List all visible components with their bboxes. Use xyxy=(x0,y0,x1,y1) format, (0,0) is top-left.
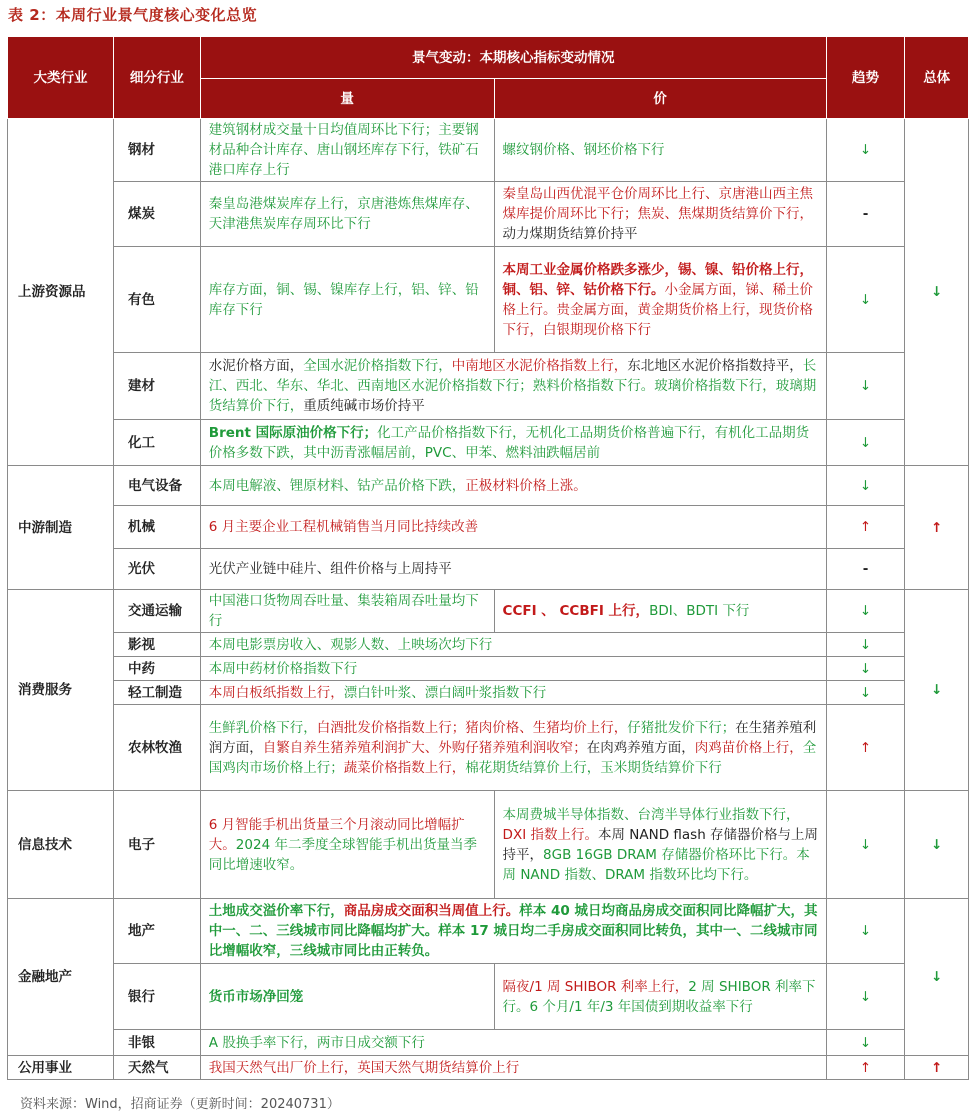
pv-detail: 光伏产业链中硅片、组件价格与上周持平 xyxy=(200,549,826,590)
table-row xyxy=(8,466,969,506)
film-trend-icon: ↓ xyxy=(826,633,905,657)
table-row xyxy=(8,681,969,705)
header-overall: 总体 xyxy=(905,37,969,119)
building-trend-icon: ↓ xyxy=(826,353,905,420)
category-midstream: 中游制造 xyxy=(8,466,114,590)
chemical-trend-icon: ↓ xyxy=(826,420,905,466)
table-row xyxy=(8,964,969,1030)
film-detail: 本周电影票房收入、观影人数、上映场次均下行 xyxy=(200,633,826,657)
bank-trend-icon: ↓ xyxy=(826,964,905,1030)
real-estate-trend-icon: ↓ xyxy=(826,899,905,964)
sub-tcm: 中药 xyxy=(113,657,200,681)
header-price: 价 xyxy=(494,79,826,119)
midstream-overall-icon: ↑ xyxy=(905,466,969,590)
header-volume: 量 xyxy=(200,79,494,119)
metal-price: 本周工业金属价格跌多涨少，锡、镍、铅价格上行，铜、铝、锌、钴价格下行。小金属方面，锑、稀土价格上行。贵金属方面，黄金期货价格上行，现货价格下行，白银期现价格下行 xyxy=(494,247,826,353)
steel-trend-icon: ↓ xyxy=(826,119,905,182)
steel-price: 螺纹钢价格、钢坯价格下行 xyxy=(494,119,826,182)
consumer-overall-icon: ↓ xyxy=(905,590,969,791)
table-row xyxy=(8,353,969,420)
electric-detail: 本周电解液、锂原材料、钴产品价格下跌，正极材料价格上涨。 xyxy=(200,466,826,506)
utilities-overall-icon: ↑ xyxy=(905,1056,969,1080)
category-finance: 金融地产 xyxy=(8,899,114,1056)
table-row xyxy=(8,506,969,549)
sub-transport: 交通运输 xyxy=(113,590,200,633)
electronics-price: 本周费城半导体指数、台湾半导体行业指数下行，DXI 指数上行。本周 NAND flash 存储器价格与上周持平，8GB 16GB DRAM 存储器价格环比下行。本周 NAND 指数、DRAM 指数环比均下行。 xyxy=(494,791,826,899)
sub-machinery: 机械 xyxy=(113,506,200,549)
agriculture-trend-icon: ↑ xyxy=(826,705,905,791)
nonbank-detail: A 股换手率下行，两市日成交额下行 xyxy=(200,1030,826,1056)
electronics-trend-icon: ↓ xyxy=(826,791,905,899)
industry-table xyxy=(7,36,969,1080)
category-it: 信息技术 xyxy=(8,791,114,899)
sub-natural-gas: 天然气 xyxy=(113,1056,200,1080)
sub-steel: 钢材 xyxy=(113,119,200,182)
table-row xyxy=(8,182,969,247)
chemical-detail: Brent 国际原油价格下行；化工产品价格指数下行，无机化工品期货价格普遍下行，有机化工品期货价格多数下跌，其中沥青涨幅居前，PVC、甲苯、燃料油跌幅居前 xyxy=(200,420,826,466)
header-category: 大类行业 xyxy=(8,37,114,119)
natural-gas-detail: 我国天然气出厂价上行，英国天然气期货结算价上行 xyxy=(200,1056,826,1080)
category-upstream: 上游资源品 xyxy=(8,119,114,466)
machinery-detail: 6 月主要企业工程机械销售当月同比持续改善 xyxy=(200,506,826,549)
sub-bank: 银行 xyxy=(113,964,200,1030)
sub-agriculture: 农林牧渔 xyxy=(113,705,200,791)
table-row xyxy=(8,657,969,681)
table-row xyxy=(8,590,969,633)
real-estate-detail: 土地成交溢价率下行，商品房成交面积当周值上行。样本 40 城日均商品房成交面积同比降幅扩大，其中一、二、三线城市同比降幅均扩大。样本 17 城日均二手房成交面积同比转负，其中一、二线城市同比增幅收窄，三线城市同比由正转负。 xyxy=(200,899,826,964)
metal-volume: 库存方面，铜、锡、镍库存上行，铝、锌、铅库存下行 xyxy=(200,247,494,353)
electric-trend-icon: ↓ xyxy=(826,466,905,506)
sub-nonbank: 非银 xyxy=(113,1030,200,1056)
sub-electric: 电气设备 xyxy=(113,466,200,506)
tcm-trend-icon: ↓ xyxy=(826,657,905,681)
metal-trend-icon: ↓ xyxy=(826,247,905,353)
building-detail: 水泥价格方面，全国水泥价格指数下行，中南地区水泥价格指数上行，东北地区水泥价格指数持平，长江、西北、华东、华北、西南地区水泥价格指数下行；熟料价格指数下行。玻璃价格指数下行，玻璃期货结算价下行，重质纯碱市场价持平 xyxy=(200,353,826,420)
agriculture-detail: 生鲜乳价格下行，白酒批发价格指数上行；猪肉价格、生猪均价上行，仔猪批发价下行；在生猪养殖利润方面，自繁自养生猪养殖利润扩大、外购仔猪养殖利润收窄；在肉鸡养殖方面，肉鸡苗价格上行，全国鸡肉市场价格上行；蔬菜价格指数上行，棉花期货结算价上行，玉米期货结算价下行 xyxy=(200,705,826,791)
machinery-trend-icon: ↑ xyxy=(826,506,905,549)
table-row xyxy=(8,1056,969,1080)
natural-gas-trend-icon: ↑ xyxy=(826,1056,905,1080)
it-overall-icon: ↓ xyxy=(905,791,969,899)
nonbank-trend-icon: ↓ xyxy=(826,1030,905,1056)
table-title: 表 2：本周行业景气度核心变化总览 xyxy=(8,6,258,24)
sub-metal: 有色 xyxy=(113,247,200,353)
light-industry-detail: 本周白板纸指数上行，漂白针叶浆、漂白阔叶浆指数下行 xyxy=(200,681,826,705)
header-indicators: 景气变动：本期核心指标变动情况 xyxy=(200,37,826,79)
pv-trend-icon: - xyxy=(826,549,905,590)
category-consumer: 消费服务 xyxy=(8,590,114,791)
table-row xyxy=(8,791,969,899)
light-industry-trend-icon: ↓ xyxy=(826,681,905,705)
source-note: 资料来源：Wind，招商证券（更新时间：20240731） xyxy=(20,1097,340,1112)
transport-price: CCFI 、 CCBFI 上行，BDI、BDTI 下行 xyxy=(494,590,826,633)
sub-light-industry: 轻工制造 xyxy=(113,681,200,705)
bank-volume: 货币市场净回笼 xyxy=(200,964,494,1030)
transport-trend-icon: ↓ xyxy=(826,590,905,633)
sub-building: 建材 xyxy=(113,353,200,420)
category-utilities: 公用事业 xyxy=(8,1056,114,1080)
sub-pv: 光伏 xyxy=(113,549,200,590)
sub-real-estate: 地产 xyxy=(113,899,200,964)
header-trend: 趋势 xyxy=(826,37,905,119)
coal-trend-icon: - xyxy=(826,182,905,247)
header-subcategory: 细分行业 xyxy=(113,37,200,119)
sub-film: 影视 xyxy=(113,633,200,657)
sub-coal: 煤炭 xyxy=(113,182,200,247)
table-row xyxy=(8,705,969,791)
coal-volume: 秦皇岛港煤炭库存上行，京唐港炼焦煤库存、天津港焦炭库存周环比下行 xyxy=(200,182,494,247)
sub-chemical: 化工 xyxy=(113,420,200,466)
table-row xyxy=(8,119,969,182)
upstream-overall-icon: ↓ xyxy=(905,119,969,466)
tcm-detail: 本周中药材价格指数下行 xyxy=(200,657,826,681)
table-row xyxy=(8,1030,969,1056)
table-row xyxy=(8,420,969,466)
table-row xyxy=(8,247,969,353)
table-row xyxy=(8,549,969,590)
table-row xyxy=(8,633,969,657)
bank-price: 隔夜/1 周 SHIBOR 利率上行，2 周 SHIBOR 利率下行。6 个月/1 年/3 年国债到期收益率下行 xyxy=(494,964,826,1030)
finance-overall-icon: ↓ xyxy=(905,899,969,1056)
table-row xyxy=(8,899,969,964)
steel-volume: 建筑钢材成交量十日均值周环比下行；主要钢材品种合计库存、唐山钢坯库存下行，铁矿石港口库存上行 xyxy=(200,119,494,182)
electronics-volume: 6 月智能手机出货量三个月滚动同比增幅扩大。2024 年二季度全球智能手机出货量当季同比增速收窄。 xyxy=(200,791,494,899)
coal-price: 秦皇岛山西优混平仓价周环比上行、京唐港山西主焦煤库提价周环比下行；焦炭、焦煤期货结算价下行，动力煤期货结算价持平 xyxy=(494,182,826,247)
sub-electronics: 电子 xyxy=(113,791,200,899)
transport-volume: 中国港口货物周吞吐量、集装箱周吞吐量均下行 xyxy=(200,590,494,633)
